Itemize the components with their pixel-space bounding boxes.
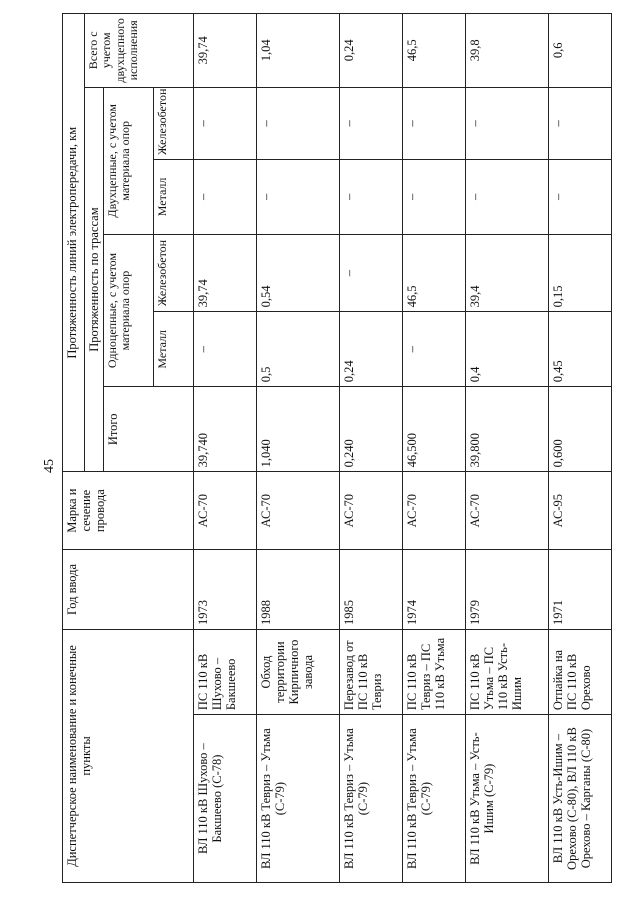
wire-cell: АС-95 bbox=[548, 472, 611, 549]
total-cell: 39,800 bbox=[466, 387, 548, 472]
double-metal-cell: – bbox=[257, 159, 339, 234]
header-total: Итого bbox=[104, 387, 194, 472]
end-points: Отпайка на ПС 110 кВ Орехово bbox=[548, 629, 611, 714]
grand-total-cell: 39,74 bbox=[194, 14, 257, 88]
line-name: ВЛ 110 кВ Тевриз – Утьма (С-79) bbox=[257, 715, 339, 883]
line-name: ВЛ 110 кВ Шухово – Бакшеево (С-78) bbox=[194, 715, 257, 883]
double-concrete-cell: – bbox=[257, 87, 339, 159]
grand-total-cell: 1,04 bbox=[257, 14, 339, 88]
header-single-concrete: Железобетон bbox=[154, 234, 194, 311]
grand-total-cell: 0,6 bbox=[548, 14, 611, 88]
table-row bbox=[548, 14, 611, 883]
power-lines-table bbox=[62, 13, 612, 883]
year-cell: 1988 bbox=[257, 549, 339, 629]
line-name: ВЛ 110 кВ Тевриз – Утьма (С-79) bbox=[339, 715, 402, 883]
total-cell: 46,500 bbox=[402, 387, 465, 472]
table-row bbox=[339, 14, 402, 883]
table-row bbox=[194, 14, 257, 883]
double-concrete-cell: – bbox=[194, 87, 257, 159]
end-points: ПС 110 кВ Шухово – Бакшеево bbox=[194, 629, 257, 714]
end-points: ПС 110 кВ Тевриз – ПС 110 кВ Утьма bbox=[402, 629, 465, 714]
wire-cell: АС-70 bbox=[257, 472, 339, 549]
end-points: Обход территории Кирпичного завода bbox=[257, 629, 339, 714]
header-total-double: Всего с учетом двухцепного исполнения bbox=[85, 14, 194, 88]
page-number: 45 bbox=[42, 459, 57, 473]
double-metal-cell: – bbox=[339, 159, 402, 234]
double-metal-cell: – bbox=[194, 159, 257, 234]
total-cell: 0,240 bbox=[339, 387, 402, 472]
single-metal-cell: – bbox=[194, 312, 257, 387]
single-concrete-cell: 39,74 bbox=[194, 234, 257, 311]
end-points: ПС 110 кВ Утьма – ПС 110 кВ Усть-Ишим bbox=[466, 629, 548, 714]
double-metal-cell: – bbox=[402, 159, 465, 234]
table-row bbox=[402, 14, 465, 883]
single-concrete-cell: 46,5 bbox=[402, 234, 465, 311]
header-wire: Марка и сечение провода bbox=[63, 472, 194, 549]
header-double-concrete: Железобетон bbox=[154, 87, 194, 159]
double-concrete-cell: – bbox=[548, 87, 611, 159]
header-by-route: Протяженность по трассам bbox=[85, 87, 104, 472]
table-row bbox=[466, 14, 548, 883]
single-metal-cell: 0,24 bbox=[339, 312, 402, 387]
double-metal-cell: – bbox=[466, 159, 548, 234]
grand-total-cell: 0,24 bbox=[339, 14, 402, 88]
wire-cell: АС-70 bbox=[194, 472, 257, 549]
header-single-circuit: Одноцепные, с учетом материала опор bbox=[104, 234, 154, 386]
double-metal-cell: – bbox=[548, 159, 611, 234]
year-cell: 1985 bbox=[339, 549, 402, 629]
single-concrete-cell: – bbox=[339, 234, 402, 311]
grand-total-cell: 39,8 bbox=[466, 14, 548, 88]
single-concrete-cell: 0,15 bbox=[548, 234, 611, 311]
header-length-group: Протяженность линий электропередачи, км bbox=[63, 14, 85, 472]
end-points: Перезавод от ПС 110 кВ Тевриз bbox=[339, 629, 402, 714]
header-name-and-points: Диспетчерское наименование и конечные пункты bbox=[63, 629, 194, 882]
single-metal-cell: 0,4 bbox=[466, 312, 548, 387]
single-concrete-cell: 0,54 bbox=[257, 234, 339, 311]
double-concrete-cell: – bbox=[402, 87, 465, 159]
total-cell: 0,600 bbox=[548, 387, 611, 472]
double-concrete-cell: – bbox=[339, 87, 402, 159]
grand-total-cell: 46,5 bbox=[402, 14, 465, 88]
wire-cell: АС-70 bbox=[466, 472, 548, 549]
year-cell: 1971 bbox=[548, 549, 611, 629]
year-cell: 1974 bbox=[402, 549, 465, 629]
header-year: Год ввода bbox=[63, 549, 194, 629]
double-concrete-cell: – bbox=[466, 87, 548, 159]
header-single-metal: Металл bbox=[154, 312, 194, 387]
rotated-page bbox=[62, 13, 612, 883]
total-cell: 39,740 bbox=[194, 387, 257, 472]
year-cell: 1979 bbox=[466, 549, 548, 629]
table-row bbox=[257, 14, 339, 883]
line-name: ВЛ 110 кВ Усть-Ишим – Орехово (С-80), ВЛ 110 кВ Орехово – Карганы (С-80) bbox=[548, 715, 611, 883]
wire-cell: АС-70 bbox=[402, 472, 465, 549]
header-double-metal: Металл bbox=[154, 159, 194, 234]
line-name: ВЛ 110 кВ Утьма – Усть-Ишим (С-79) bbox=[466, 715, 548, 883]
line-name: ВЛ 110 кВ Тевриз – Утьма (С-79) bbox=[402, 715, 465, 883]
single-metal-cell: 0,5 bbox=[257, 312, 339, 387]
year-cell: 1973 bbox=[194, 549, 257, 629]
single-metal-cell: 0,45 bbox=[548, 312, 611, 387]
header-double-circuit: Двухцепные, с учетом материала опор bbox=[104, 87, 154, 234]
wire-cell: АС-70 bbox=[339, 472, 402, 549]
single-metal-cell: – bbox=[402, 312, 465, 387]
single-concrete-cell: 39,4 bbox=[466, 234, 548, 311]
total-cell: 1,040 bbox=[257, 387, 339, 472]
